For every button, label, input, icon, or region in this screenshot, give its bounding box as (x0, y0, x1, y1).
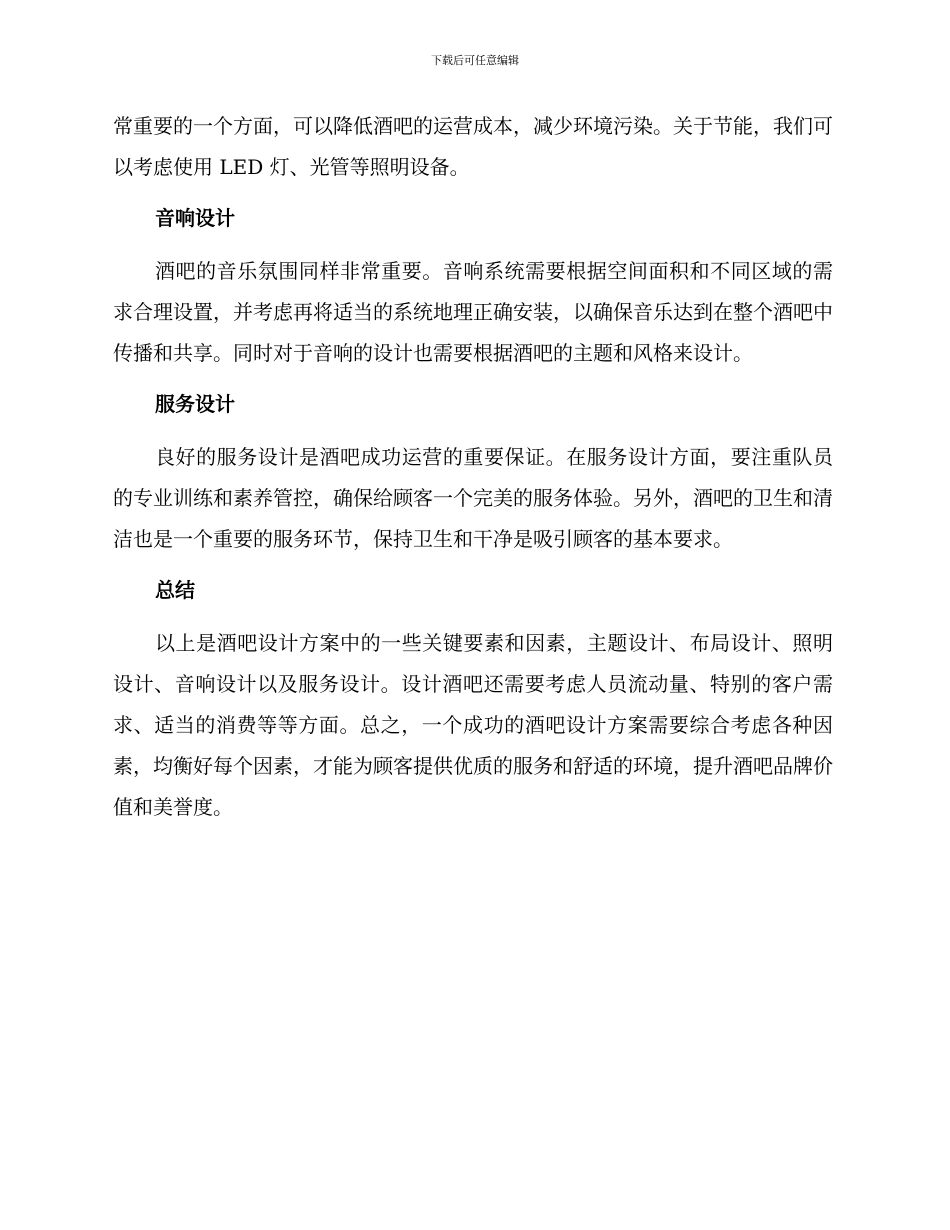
paragraph-lighting-continued: 常重要的一个方面，可以降低酒吧的运营成本，减少环境污染。关于节能，我们可以考虑使用 LED 灯、光管等照明设备。 (113, 114, 833, 179)
paragraph-audio-design: 酒吧的音乐氛围同样非常重要。音响系统需要根据空间面积和不同区域的需求合理设置，并考虑再将适当的系统地理正确安装，以确保音乐达到在整个酒吧中传播和共享。同时对于音响的设计也需要根据酒吧的主题和风格来设计。 (113, 259, 833, 365)
heading-service-design: 服务设计 (155, 392, 235, 416)
paragraph-summary: 以上是酒吧设计方案中的一些关键要素和因素，主题设计、布局设计、照明设计、音响设计以及服务设计。设计酒吧还需要考虑人员流动量、特别的客户需求、适当的消费等等方面。总之，一个成功的酒吧设计方案需要综合考虑各种因素，均衡好每个因素，才能为顾客提供优质的服务和舒适的环境，提升酒吧品牌价值和美誉度。 (113, 631, 833, 819)
document-body (113, 106, 833, 838)
heading-audio-design: 音响设计 (155, 206, 235, 230)
paragraph-service-design: 良好的服务设计是酒吧成功运营的重要保证。在服务设计方面，要注重队员的专业训练和素养管控，确保给顾客一个完美的服务体验。另外，酒吧的卫生和清洁也是一个重要的服务环节，保持卫生和干净是吸引顾客的基本要求。 (113, 445, 833, 551)
heading-summary: 总结 (155, 578, 195, 602)
page-header: 下载后可任意编辑 (431, 54, 519, 67)
